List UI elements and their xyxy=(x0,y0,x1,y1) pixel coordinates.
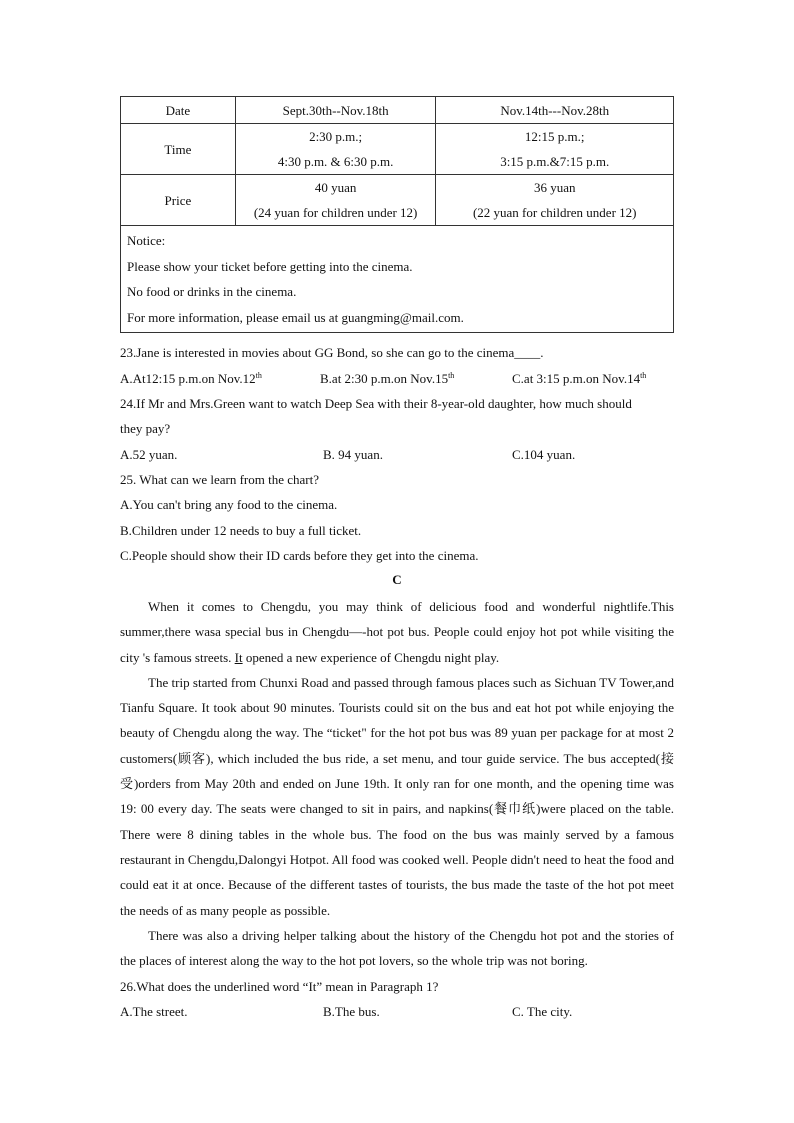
period2-time-line1: 12:15 p.m.; xyxy=(524,129,585,144)
notice-cell xyxy=(121,226,674,333)
passage-paragraph-3: There was also a driving helper talking about the history of the Chengdu hot pot and the stories of the places of interest along the way to the hot pot lovers, so the whole trip was not boring. xyxy=(120,927,674,969)
underlined-word: It xyxy=(234,649,243,665)
question-24-line2: they pay? xyxy=(120,421,171,436)
question-24-line1: 24.If Mr and Mrs.Green want to watch Deep Sea with their 8-year-old daughter, how much should xyxy=(120,396,632,411)
q23-option-a-sup: th xyxy=(255,371,262,380)
q25-option-c: C.People should show their ID cards before they get into the cinema. xyxy=(120,548,479,563)
question-25: 25. What can we learn from the chart? xyxy=(120,472,319,487)
cinema-schedule-table xyxy=(120,96,674,333)
q25-option-b: B.Children under 12 needs to buy a full ticket. xyxy=(120,523,362,538)
question-23: 23.Jane is interested in movies about GG Bond, so she can go to the cinema____. xyxy=(120,345,544,360)
q23-option-b-text: B.at 2:30 p.m.on Nov.15 xyxy=(320,371,449,386)
period2-price: 36 yuan xyxy=(533,180,576,195)
period1-time-cell xyxy=(235,124,436,175)
passage-text: opened a new experience of Chengdu night play. xyxy=(242,649,500,665)
period1-child-price: (24 yuan for children under 12) xyxy=(253,205,418,220)
period1-time-line1: 2:30 p.m.; xyxy=(309,129,363,144)
q25-option-a: A.You can't bring any food to the cinema. xyxy=(120,497,338,512)
q23-option-b xyxy=(320,370,454,388)
q23-option-c xyxy=(512,370,646,388)
q23-option-c-sup: th xyxy=(640,371,647,380)
q24-option-c: C.104 yuan. xyxy=(512,447,576,462)
passage-text: When it comes to Chengdu, you may think of delicious food and wonderful nightlife.This summer,there wasa special bus in Chengdu—-hot pot bus. People could enjoy hot pot while visiting the city 's famous streets. xyxy=(120,599,674,665)
passage xyxy=(120,594,674,973)
notice-title: Notice: xyxy=(127,233,166,248)
period2-price-cell xyxy=(436,175,674,226)
q23-option-c-text: C.at 3:15 p.m.on Nov.14 xyxy=(512,371,641,386)
q26-option-a: A.The street. xyxy=(120,1004,188,1019)
q23-option-a-text: A.At12:15 p.m.on Nov.12 xyxy=(120,371,256,386)
passage-paragraph-2: The trip started from Chunxi Road and passed through famous places such as Sichuan TV Tower,and Tianfu Square. It took about 90 minutes. Tourists could sit on the bus and eat hot pot while enjoying the beauty of Chengdu along the way. The “ticket" for the hot pot bus was 89 yuan per package for at most 2 customers(顾客), which included the bus ride, a set menu, and tour guide service. The bus accepted(接受)orders from May 20th and ended on June 19th. It only ran for one month, and the opening time was 19: 00 every day. The seats were changed to sit in pairs, and napkins(餐巾纸)were placed on the table. There were 8 dining tables in the whole bus. The food on the bus was mainly served by a famous restaurant in Chengdu,Dalongyi Hotpot. All food was cooked well. People didn't need to heat the food and could eat it at once. Because of the different tastes of tourists, the bus made the taste of the hot pot meet the needs of as many people as possible. xyxy=(120,674,674,918)
period2-time-line2: 3:15 p.m.&7:15 p.m. xyxy=(500,154,610,169)
q24-option-b: B. 94 yuan. xyxy=(323,447,383,462)
section-heading: C xyxy=(392,572,402,587)
q24-option-a: A.52 yuan. xyxy=(120,447,178,462)
passage-paragraph-1 xyxy=(120,594,674,670)
period2-time-cell xyxy=(436,124,674,175)
period1-date-cell: Sept.30th--Nov.18th xyxy=(235,97,436,124)
q26-option-c: C. The city. xyxy=(512,1004,573,1019)
period2-child-price: (22 yuan for children under 12) xyxy=(472,205,637,220)
question-26: 26.What does the underlined word “It” mean in Paragraph 1? xyxy=(120,979,439,994)
time-header-cell: Time xyxy=(121,124,236,175)
notice-line: For more information, please email us at guangming@mail.com. xyxy=(127,309,464,325)
q23-option-b-sup: th xyxy=(448,371,455,380)
q23-option-a xyxy=(120,370,262,388)
notice-line: Please show your ticket before getting into the cinema. xyxy=(127,258,413,274)
date-header-cell: Date xyxy=(121,97,236,124)
period1-time-line2: 4:30 p.m. & 6:30 p.m. xyxy=(277,154,394,169)
period2-date-cell: Nov.14th---Nov.28th xyxy=(436,97,674,124)
q26-option-b: B.The bus. xyxy=(323,1004,380,1019)
period1-price: 40 yuan xyxy=(314,180,357,195)
notice-line: No food or drinks in the cinema. xyxy=(127,284,297,299)
price-header-cell: Price xyxy=(121,175,236,226)
period1-price-cell xyxy=(235,175,436,226)
